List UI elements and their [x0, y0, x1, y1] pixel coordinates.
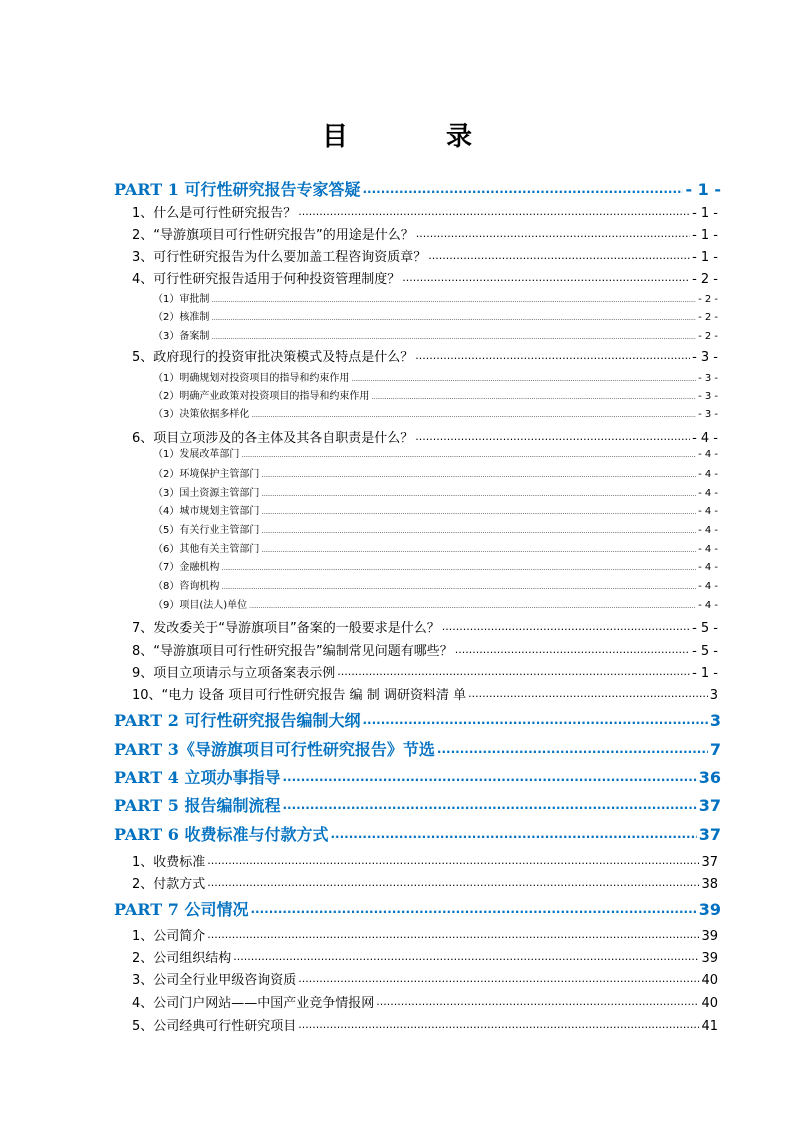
toc-entry-title: PART 4 立项办事指导	[114, 768, 281, 787]
toc-dot-leader	[298, 202, 690, 220]
toc-page-number: - 4 -	[692, 431, 718, 445]
toc-title: 目 录	[321, 122, 508, 152]
toc-dot-leader	[211, 308, 696, 324]
toc-subsection-entry[interactable]	[153, 405, 718, 421]
toc-page-number: - 2 -	[698, 312, 718, 323]
toc-page-number: - 3 -	[692, 350, 718, 364]
toc-entry-title: 9、项目立项请示与立项备案表示例	[132, 666, 336, 680]
toc-entry-title: （1）明确规划对投资项目的指导和约束作用	[153, 373, 350, 384]
toc-dot-leader	[249, 596, 696, 612]
toc-entry-title: 1、公司简介	[132, 929, 206, 943]
toc-subsection-entry[interactable]	[153, 290, 718, 306]
toc-dot-leader	[233, 947, 699, 965]
toc-dot-leader	[261, 484, 696, 500]
toc-entry-title: PART 3《导游旗项目可行性研究报告》节选	[114, 740, 435, 759]
toc-page-number: - 4 -	[698, 506, 718, 517]
toc-subsection-entry[interactable]	[153, 369, 718, 385]
toc-entry-title: 3、公司全行业甲级咨询资质	[132, 973, 297, 987]
toc-entry-title: PART 6 收费标准与付款方式	[114, 825, 329, 844]
toc-entry-title: （8）咨询机构	[153, 581, 220, 592]
toc-subsection-entry[interactable]	[153, 484, 718, 500]
toc-page-number: - 1 -	[692, 666, 718, 680]
toc-page-number: - 2 -	[698, 331, 718, 342]
toc-dot-leader	[415, 346, 690, 364]
toc-entry-title: 2、付款方式	[132, 877, 206, 891]
toc-section-entry[interactable]	[132, 202, 718, 220]
toc-entry-title: 1、什么是可行性研究报告？	[132, 206, 297, 220]
toc-dot-leader	[221, 577, 696, 593]
toc-subsection-entry[interactable]	[153, 327, 718, 343]
toc-dot-leader	[221, 558, 696, 574]
toc-entry-title: PART 1 可行性研究报告专家答疑	[114, 180, 361, 199]
toc-entry-title: 10、“电力 设备 项目可行性研究报告 编 制 调研资料清 单	[132, 688, 467, 702]
toc-dot-leader	[250, 897, 696, 919]
toc-dot-leader	[330, 822, 696, 844]
toc-entry-title: 1、收费标准	[132, 855, 206, 869]
toc-subsection-entry[interactable]	[153, 596, 718, 612]
toc-section-entry[interactable]	[132, 224, 718, 242]
toc-part-entry[interactable]	[114, 765, 721, 787]
toc-subsection-entry[interactable]	[153, 502, 718, 518]
toc-page-number: - 2 -	[692, 272, 718, 286]
toc-dot-leader	[337, 662, 690, 680]
toc-dot-leader	[298, 1015, 699, 1033]
toc-subsection-entry[interactable]	[153, 540, 718, 556]
toc-subsection-entry[interactable]	[153, 308, 718, 324]
toc-page-number: 37	[698, 796, 721, 815]
toc-entry-title: 3、可行性研究报告为什么要加盖工程咨询资质章？	[132, 250, 427, 264]
toc-dot-leader	[442, 617, 690, 635]
toc-page-number: 36	[698, 768, 721, 787]
toc-section-entry[interactable]	[132, 851, 718, 869]
toc-dot-leader	[437, 737, 708, 759]
toc-page-number: 38	[701, 877, 718, 891]
toc-entry-title: （2）明确产业政策对投资项目的指导和约束作用	[153, 391, 370, 402]
toc-page-number: - 4 -	[698, 562, 718, 573]
toc-page-number: 37	[701, 855, 718, 869]
toc-page-number: - 4 -	[698, 600, 718, 611]
toc-section-entry[interactable]	[132, 925, 718, 943]
toc-entry-title: （4）城市规划主管部门	[153, 506, 260, 517]
toc-section-entry[interactable]	[132, 969, 718, 987]
toc-page-number: - 1 -	[692, 228, 718, 242]
toc-entry-title: 2、公司组织结构	[132, 951, 232, 965]
toc-dot-leader	[402, 268, 690, 286]
toc-dot-leader	[207, 851, 699, 869]
toc-dot-leader	[455, 640, 690, 658]
toc-page-number: - 3 -	[698, 373, 718, 384]
toc-page-number: - 1 -	[692, 250, 718, 264]
toc-section-entry[interactable]	[132, 268, 718, 286]
toc-dot-leader	[282, 793, 696, 815]
toc-entry-title: 7、发改委关于“导游旗项目”备案的一般要求是什么？	[132, 621, 440, 635]
toc-section-entry[interactable]	[132, 947, 718, 965]
toc-page-number: - 4 -	[698, 544, 718, 555]
toc-section-entry[interactable]	[132, 427, 718, 445]
toc-entry-title: 5、政府现行的投资审批决策模式及特点是什么？	[132, 350, 414, 364]
toc-page-number: 40	[701, 973, 718, 987]
toc-page-number: 40	[701, 996, 718, 1010]
toc-section-entry[interactable]	[132, 640, 718, 658]
toc-entry-title: 2、“导游旗项目可行性研究报告”的用途是什么？	[132, 228, 414, 242]
toc-dot-leader	[261, 540, 696, 556]
toc-page-number: - 4 -	[698, 581, 718, 592]
toc-page-number: - 3 -	[698, 391, 718, 402]
toc-dot-leader	[362, 708, 707, 730]
toc-entry-title: PART 2 可行性研究报告编制大纲	[114, 711, 361, 730]
toc-dot-leader	[362, 177, 683, 199]
toc-page-number: - 2 -	[698, 294, 718, 305]
toc-page-number: - 3 -	[698, 409, 718, 420]
toc-entry-title: 4、公司门户网站——中国产业竞争情报网	[132, 996, 375, 1010]
toc-entry-title: （3）国土资源主管部门	[153, 488, 260, 499]
toc-dot-leader	[415, 427, 690, 445]
toc-dot-leader	[428, 246, 690, 264]
toc-subsection-entry[interactable]	[153, 558, 718, 574]
toc-dot-leader	[371, 387, 696, 403]
toc-entry-title: PART 7 公司情况	[114, 900, 249, 919]
toc-dot-leader	[207, 925, 699, 943]
toc-entry-title: （6）其他有关主管部门	[153, 544, 260, 555]
toc-entry-title: PART 5 报告编制流程	[114, 796, 281, 815]
toc-part-entry[interactable]	[114, 708, 721, 730]
toc-part-entry[interactable]	[114, 822, 721, 844]
toc-page-number: 39	[701, 951, 718, 965]
toc-page-number: - 1 -	[692, 206, 718, 220]
toc-page-number: 3	[709, 711, 721, 730]
toc-subsection-entry[interactable]	[153, 445, 718, 461]
toc-page-number: - 4 -	[698, 525, 718, 536]
toc-part-entry[interactable]	[114, 793, 721, 815]
toc-dot-leader	[351, 369, 696, 385]
toc-subsection-entry[interactable]	[153, 577, 718, 593]
toc-dot-leader	[376, 992, 699, 1010]
toc-dot-leader	[282, 765, 696, 787]
toc-section-entry[interactable]	[132, 246, 718, 264]
toc-entry-title: 8、“导游旗项目可行性研究报告”编制常见问题有哪些？	[132, 644, 453, 658]
toc-page-number: 39	[701, 929, 718, 943]
toc-page-number: - 4 -	[698, 449, 718, 460]
toc-page-number: - 1 -	[685, 180, 721, 199]
toc-dot-leader	[241, 445, 696, 461]
toc-entry-title: 5、公司经典可行性研究项目	[132, 1019, 297, 1033]
toc-entry-title: （2）核准制	[153, 312, 210, 323]
toc-page-number: - 5 -	[692, 621, 718, 635]
toc-subsection-entry[interactable]	[153, 465, 718, 481]
toc-dot-leader	[261, 521, 696, 537]
toc-entry-title: （3）决策依据多样化	[153, 409, 250, 420]
toc-section-entry[interactable]	[132, 873, 718, 891]
toc-subsection-entry[interactable]	[153, 387, 718, 403]
toc-entry-title: （1）发展改革部门	[153, 449, 240, 460]
toc-part-entry[interactable]	[114, 177, 721, 199]
toc-page-number: 41	[701, 1019, 718, 1033]
toc-dot-leader	[207, 873, 699, 891]
toc-page-number: - 4 -	[698, 488, 718, 499]
toc-subsection-entry[interactable]	[153, 521, 718, 537]
toc-entry-title: （3）备案制	[153, 331, 210, 342]
toc-page-number: 39	[698, 900, 721, 919]
toc-entry-title: （9）项目(法人)单位	[153, 600, 248, 611]
toc-dot-leader	[211, 290, 696, 306]
toc-page-number: 3	[709, 688, 718, 702]
toc-entry-title: （5）有关行业主管部门	[153, 525, 260, 536]
toc-part-entry[interactable]	[114, 737, 721, 759]
toc-page-number: - 5 -	[692, 644, 718, 658]
toc-dot-leader	[298, 969, 699, 987]
toc-section-entry[interactable]	[132, 992, 718, 1010]
toc-dot-leader	[251, 405, 696, 421]
toc-entry-title: （1）审批制	[153, 294, 210, 305]
toc-section-entry[interactable]	[132, 684, 718, 702]
toc-dot-leader	[261, 465, 696, 481]
toc-section-entry[interactable]	[132, 617, 718, 635]
toc-dot-leader	[261, 502, 696, 518]
toc-dot-leader	[211, 327, 696, 343]
toc-part-entry[interactable]	[114, 897, 721, 919]
toc-entry-title: （2）环境保护主管部门	[153, 469, 260, 480]
toc-section-entry[interactable]	[132, 346, 718, 364]
toc-entry-title: 6、项目立项涉及的各主体及其各自职责是什么？	[132, 431, 414, 445]
toc-section-entry[interactable]	[132, 1015, 718, 1033]
toc-dot-leader	[468, 684, 708, 702]
toc-page-number: 7	[709, 740, 721, 759]
toc-entry-title: （7）金融机构	[153, 562, 220, 573]
toc-page-number: 37	[698, 825, 721, 844]
toc-section-entry[interactable]	[132, 662, 718, 680]
toc-page-number: - 4 -	[698, 469, 718, 480]
toc-dot-leader	[416, 224, 690, 242]
toc-entry-title: 4、可行性研究报告适用于何种投资管理制度？	[132, 272, 401, 286]
